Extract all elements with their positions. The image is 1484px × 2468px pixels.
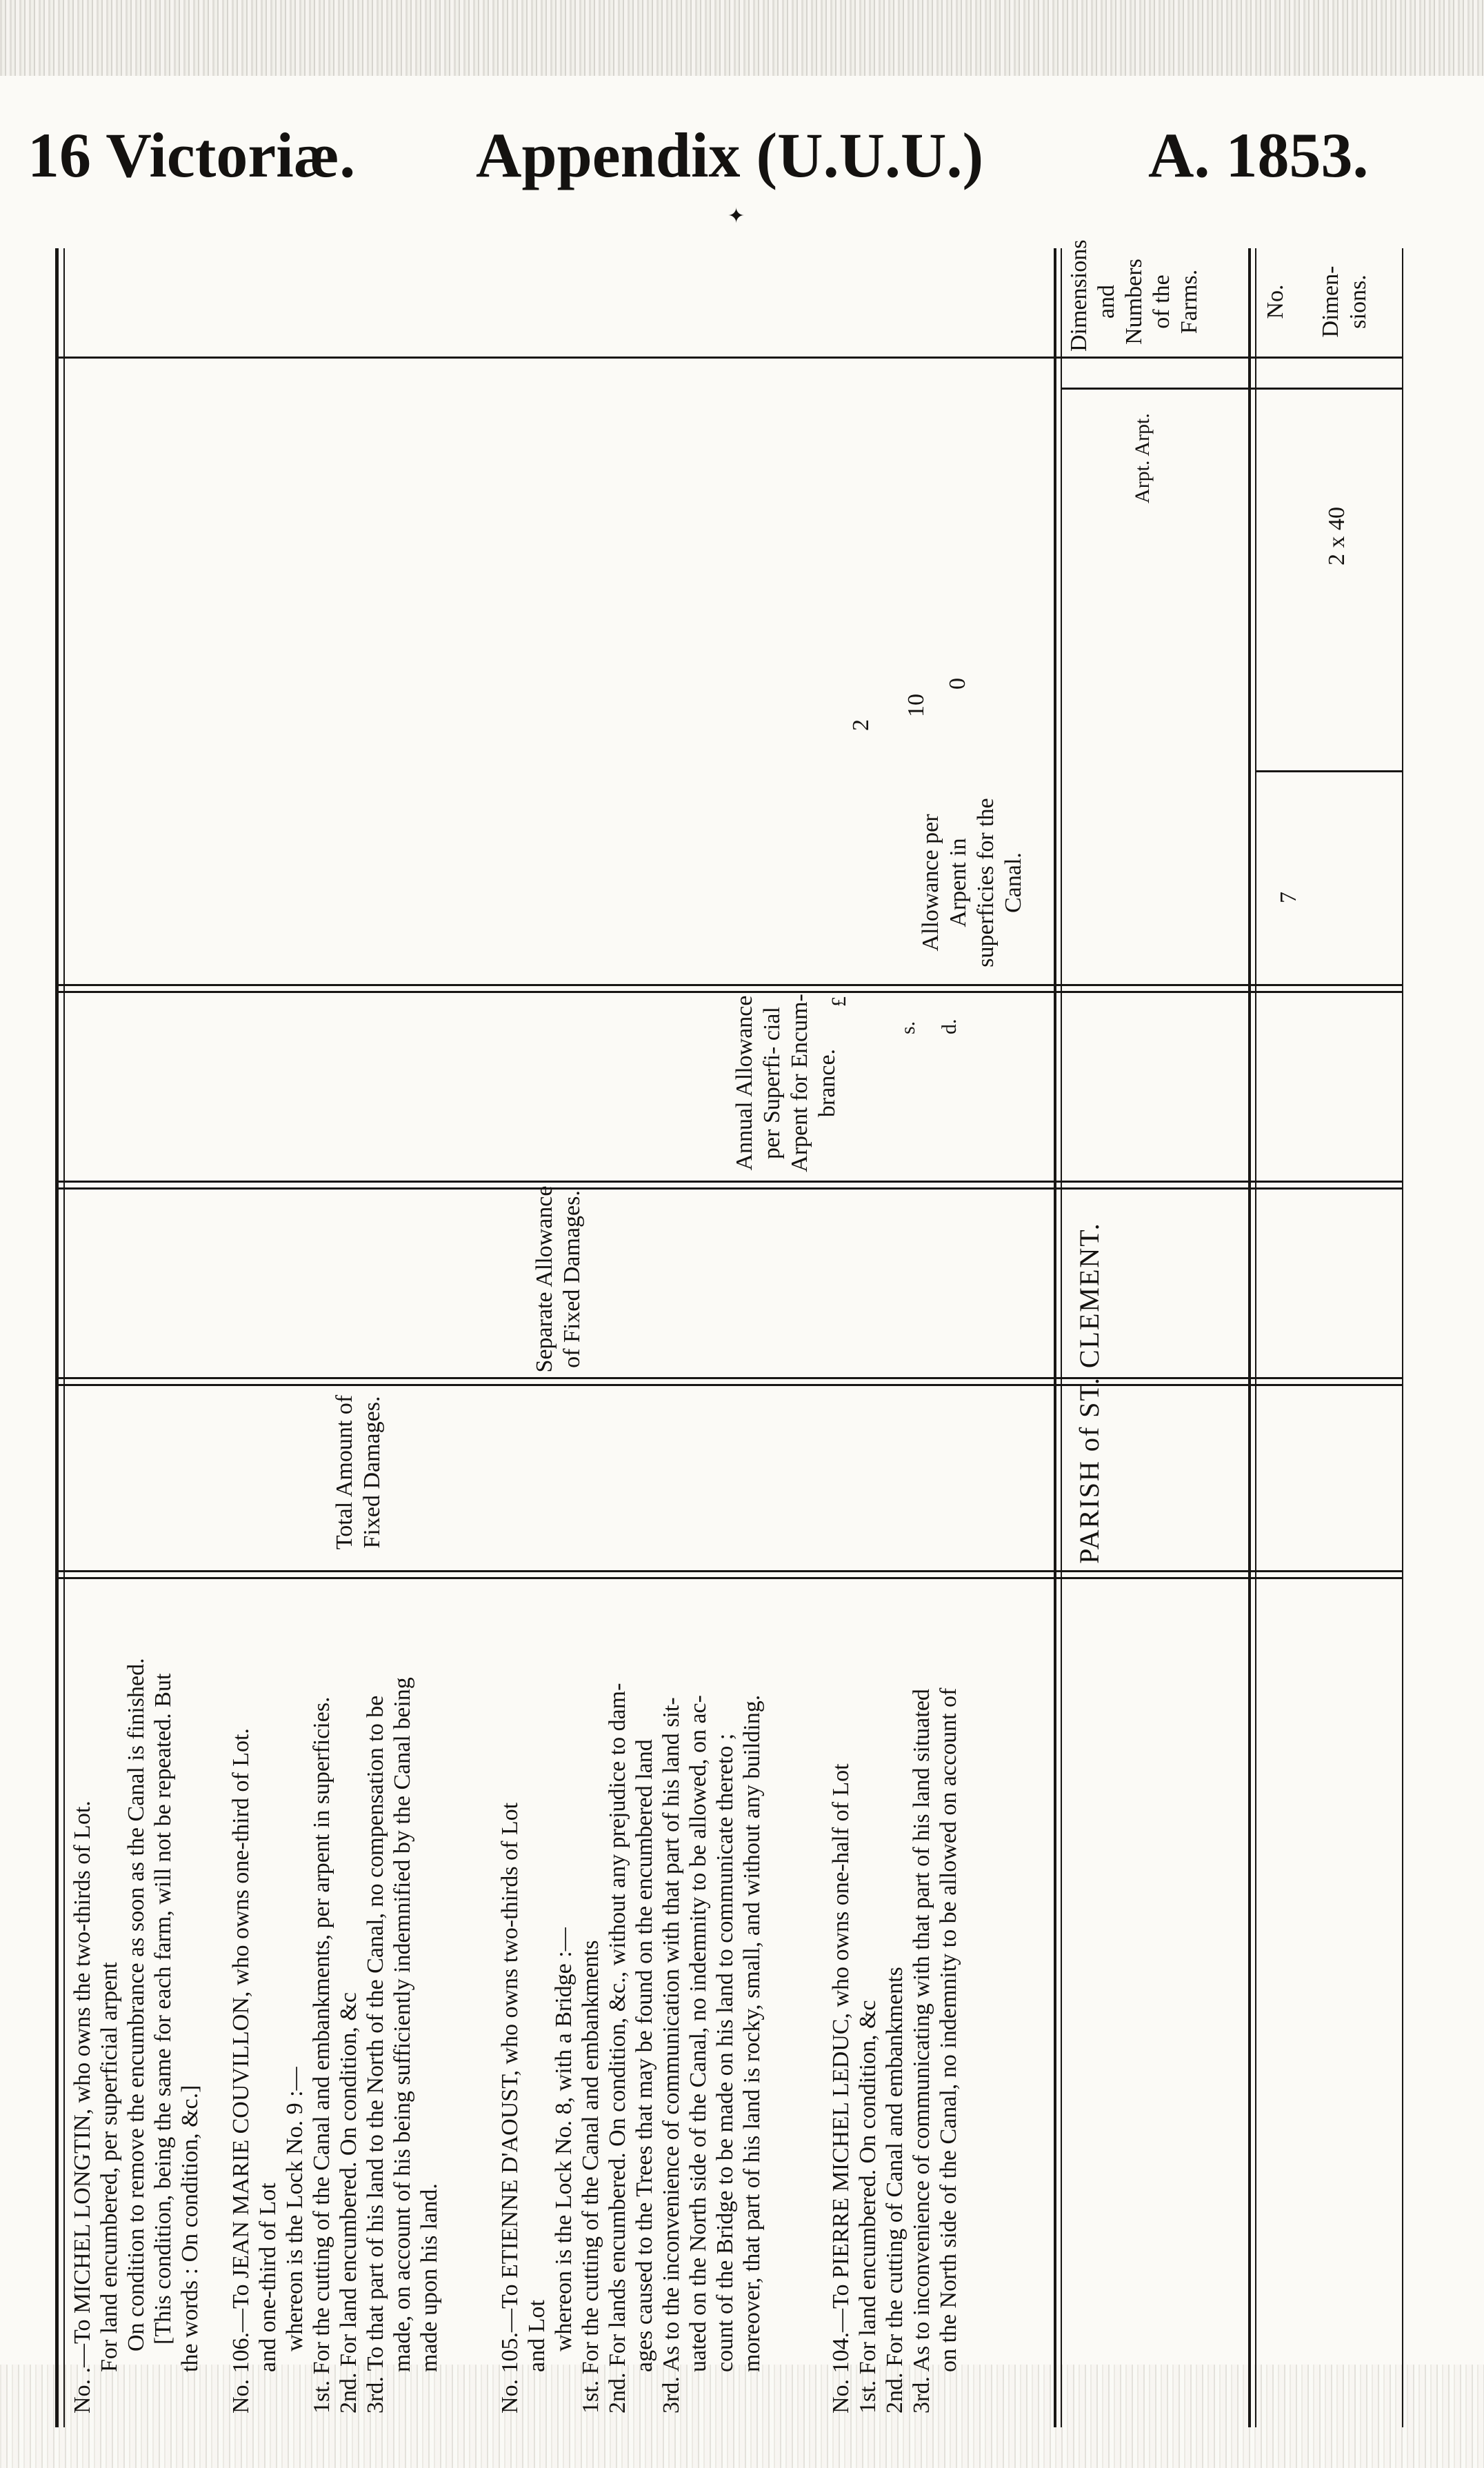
annual-d: 0 <box>945 678 970 690</box>
rule <box>1402 248 1403 2427</box>
entry-line: on the North side of the Canal, no indemnity to be allowed on account of <box>936 1687 961 2372</box>
entry-line: and Lot <box>524 2300 550 2372</box>
entry-line: made, on account of his being sufficiently indemnified by the Canal being <box>390 1677 415 2372</box>
entry-line: whereon is the Lock No. 8, with a Bridge :— <box>551 1927 576 2351</box>
rule <box>55 1384 1403 1386</box>
rule <box>55 1181 1403 1183</box>
entry-leduc <box>828 1448 962 2414</box>
entry-line: uated on the North side of the Canal, no indemnity to be allowed, on ac- <box>685 1695 711 2372</box>
col-dimen-heading: Dimen- sions. <box>1318 265 1371 338</box>
parish-heading: PARISH of ST. CLEMENT. <box>1074 1222 1105 1564</box>
entry-line: and one-third of Lot <box>255 2183 281 2372</box>
header-left: 16 Victoriæ. <box>28 120 356 190</box>
ornament-icon: ✦ <box>728 204 745 228</box>
rule <box>55 248 59 2427</box>
entry-line: 1st. For the cutting of the Canal and embankments <box>578 1940 603 2414</box>
rule <box>55 1187 1403 1190</box>
entry-longtin <box>69 1448 203 2414</box>
annual-s: 10 <box>903 694 929 717</box>
entry-line: For land encumbered, per superficial arpent <box>97 1962 122 2372</box>
rule <box>63 248 65 2427</box>
entry-line: [This condition, being the same for each farm, will not be repeated. But <box>150 1673 176 2345</box>
col-total-heading: Total Amount of Fixed Damages. <box>332 1394 385 1550</box>
scan-noise-top <box>0 0 1484 76</box>
annual-l: 2 <box>848 719 874 731</box>
rule <box>1256 770 1403 772</box>
entry-line: count of the Bridge to be made on his land to communicate thereto ; <box>712 1733 738 2372</box>
rule <box>55 991 1403 993</box>
entry-line: No. 106.—To JEAN MARIE COUVILLON, who owns one-third of Lot. <box>228 1728 254 2414</box>
rule <box>55 984 1403 986</box>
entry-line: 3rd. As to inconvenience of communicating with that part of his land situated <box>909 1689 934 2414</box>
entry-daoust <box>497 1448 765 2414</box>
unit-arpt: Arpt. Arpt. <box>1131 413 1154 503</box>
rule <box>55 357 1403 359</box>
entry-line: 3rd. As to the inconvenience of communication with that part of his land sit- <box>659 1697 684 2414</box>
header-right: A. 1853. <box>1148 120 1369 190</box>
header-center: Appendix (U.U.U.) <box>476 120 984 190</box>
unit-s: s. <box>896 1021 919 1034</box>
unit-d: d. <box>938 1019 961 1034</box>
entry-line: 3rd. To that part of his land to the North of the Canal, no compensation to be <box>363 1695 388 2414</box>
farm-dims: 2 x 40 <box>1324 507 1350 565</box>
entry-line: 1st. For land encumbered. On condition, &c <box>855 2000 881 2414</box>
entry-line: made upon his land. <box>417 2183 442 2372</box>
rotated-table <box>55 239 1403 2427</box>
entry-line: 1st. For the cutting of the Canal and embankments, per arpent in superficies. <box>309 1696 334 2414</box>
rule <box>1255 248 1256 2427</box>
entry-line: 2nd. For lands encumbered. On condition, &c., without any prejudice to dam- <box>605 1683 630 2414</box>
rule <box>1248 248 1251 2427</box>
farm-no: 7 <box>1276 892 1301 903</box>
entry-line: moreover, that part of his land is rocky, small, and without any building. <box>739 1694 765 2372</box>
entry-line: 2nd. For the cutting of Canal and embankments <box>882 1967 908 2414</box>
rule <box>55 1377 1403 1379</box>
entry-line: No. .—To MICHEL LONGTIN, who owns the two-thirds of Lot. <box>70 1800 95 2414</box>
col-dimensions-heading: Dimensions and Numbers of the Farms. <box>1066 239 1202 352</box>
entry-line: ages caused to the Trees that may be found on the encumbered land <box>632 1739 657 2372</box>
entry-line: No. 104.—To PIERRE MICHEL LEDUC, who owns one-half of Lot <box>828 1763 854 2414</box>
rule <box>1054 248 1056 2427</box>
entry-line: No. 105.—To ETIENNE D'AOUST, who owns two-thirds of Lot <box>497 1802 523 2414</box>
col-separate-heading: Separate Allowance of Fixed Damages. <box>532 1185 585 1373</box>
unit-pound: £ <box>828 996 850 1007</box>
col-no-heading: No. <box>1263 284 1288 319</box>
entry-couvillon <box>228 1448 443 2414</box>
entry-line: 2nd. For land encumbered. On condition, &c <box>336 1992 361 2414</box>
col-annual-heading: Annual Allowance per Superfi- cial Arpent for Encum- brance. <box>732 994 840 1172</box>
entry-line: the words : On condition, &c.] <box>177 2085 203 2372</box>
entry-line: On condition to remove the encumbrance as soon as the Canal is finished. <box>123 1658 149 2351</box>
col-allowance-heading: Allowance per Arpent in superficies for the Canal. <box>918 798 1026 967</box>
entry-line: whereon is the Lock No. 9 :— <box>282 2067 308 2351</box>
